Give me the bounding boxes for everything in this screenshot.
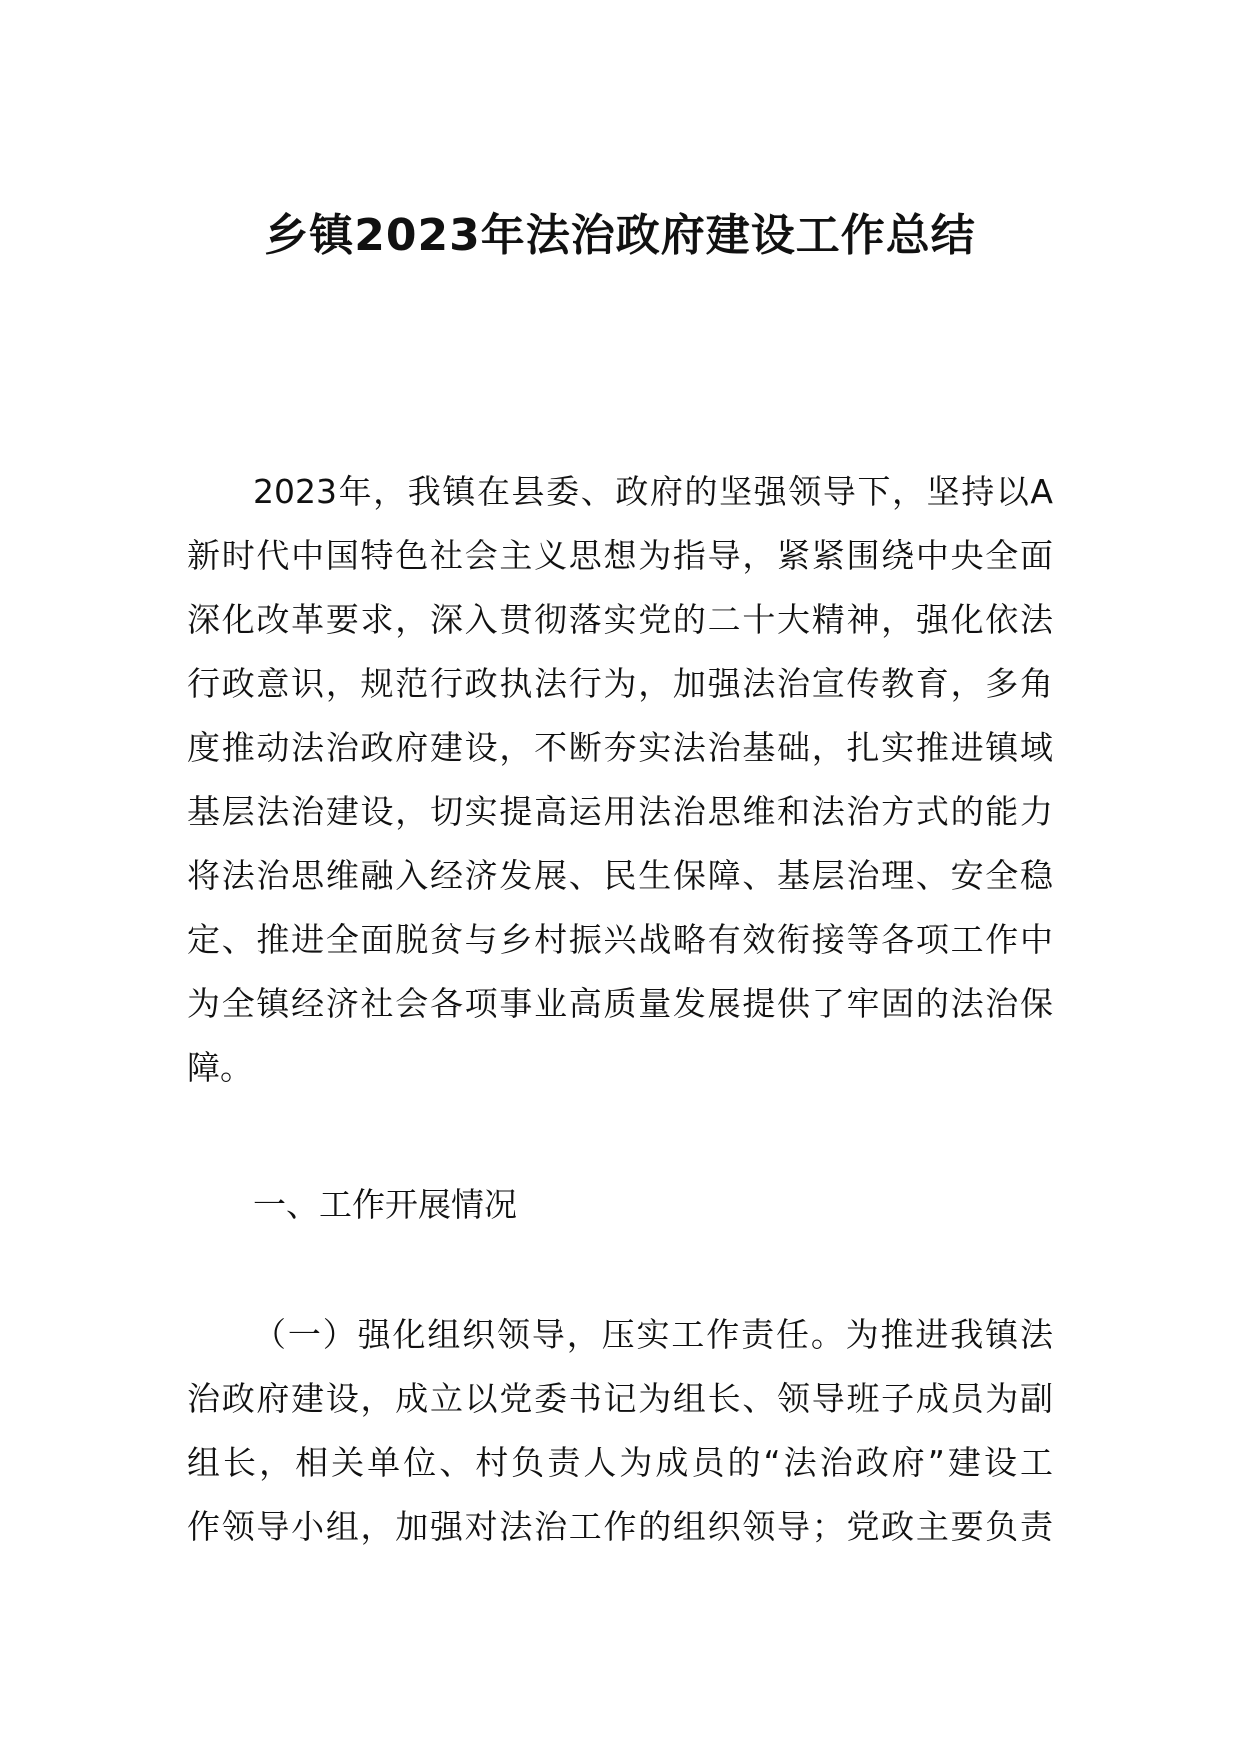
section-heading-text: 一、工作开展情况	[253, 1185, 517, 1224]
paragraph-line: 治政府建设，成立以党委书记为组长、领导班子成员为副	[187, 1379, 1053, 1418]
paragraph-section-1-1	[187, 1303, 1053, 1559]
paragraph-line: 基层法治建设，切实提高运用法治思维和法治方式的能力	[187, 792, 1053, 831]
paragraph-line: 行政意识，规范行政执法行为，加强法治宣传教育，多角	[187, 664, 1053, 703]
document-title: 乡镇2023年法治政府建设工作总结	[264, 210, 976, 261]
paragraph-line: （一）强化组织领导，压实工作责任。为推进我镇法	[253, 1315, 1053, 1354]
section-heading	[187, 1173, 1053, 1237]
paragraph-line: 深化改革要求，深入贯彻落实党的二十大精神，强化依法	[187, 600, 1053, 639]
paragraph-line: 作领导小组，加强对法治工作的组织领导；党政主要负责	[187, 1507, 1053, 1546]
paragraph-line: 定、推进全面脱贫与乡村振兴战略有效衔接等各项工作中	[187, 920, 1053, 959]
paragraph-line: 将法治思维融入经济发展、民生保障、基层治理、安全稳	[187, 856, 1053, 895]
paragraph-line: 组长，相关单位、村负责人为成员的“法治政府”建设工	[187, 1443, 1053, 1482]
paragraph-line: 为全镇经济社会各项事业高质量发展提供了牢固的法治保	[187, 984, 1053, 1023]
paragraph-line: 2023年，我镇在县委、政府的坚强领导下，坚持以A	[253, 472, 1053, 511]
paragraph-line: 新时代中国特色社会主义思想为指导，紧紧围绕中央全面	[187, 536, 1053, 575]
paragraph-intro	[187, 460, 1053, 1100]
paragraph-line: 障。	[187, 1048, 253, 1087]
paragraph-line: 度推动法治政府建设，不断夯实法治基础，扎实推进镇域	[187, 728, 1053, 767]
